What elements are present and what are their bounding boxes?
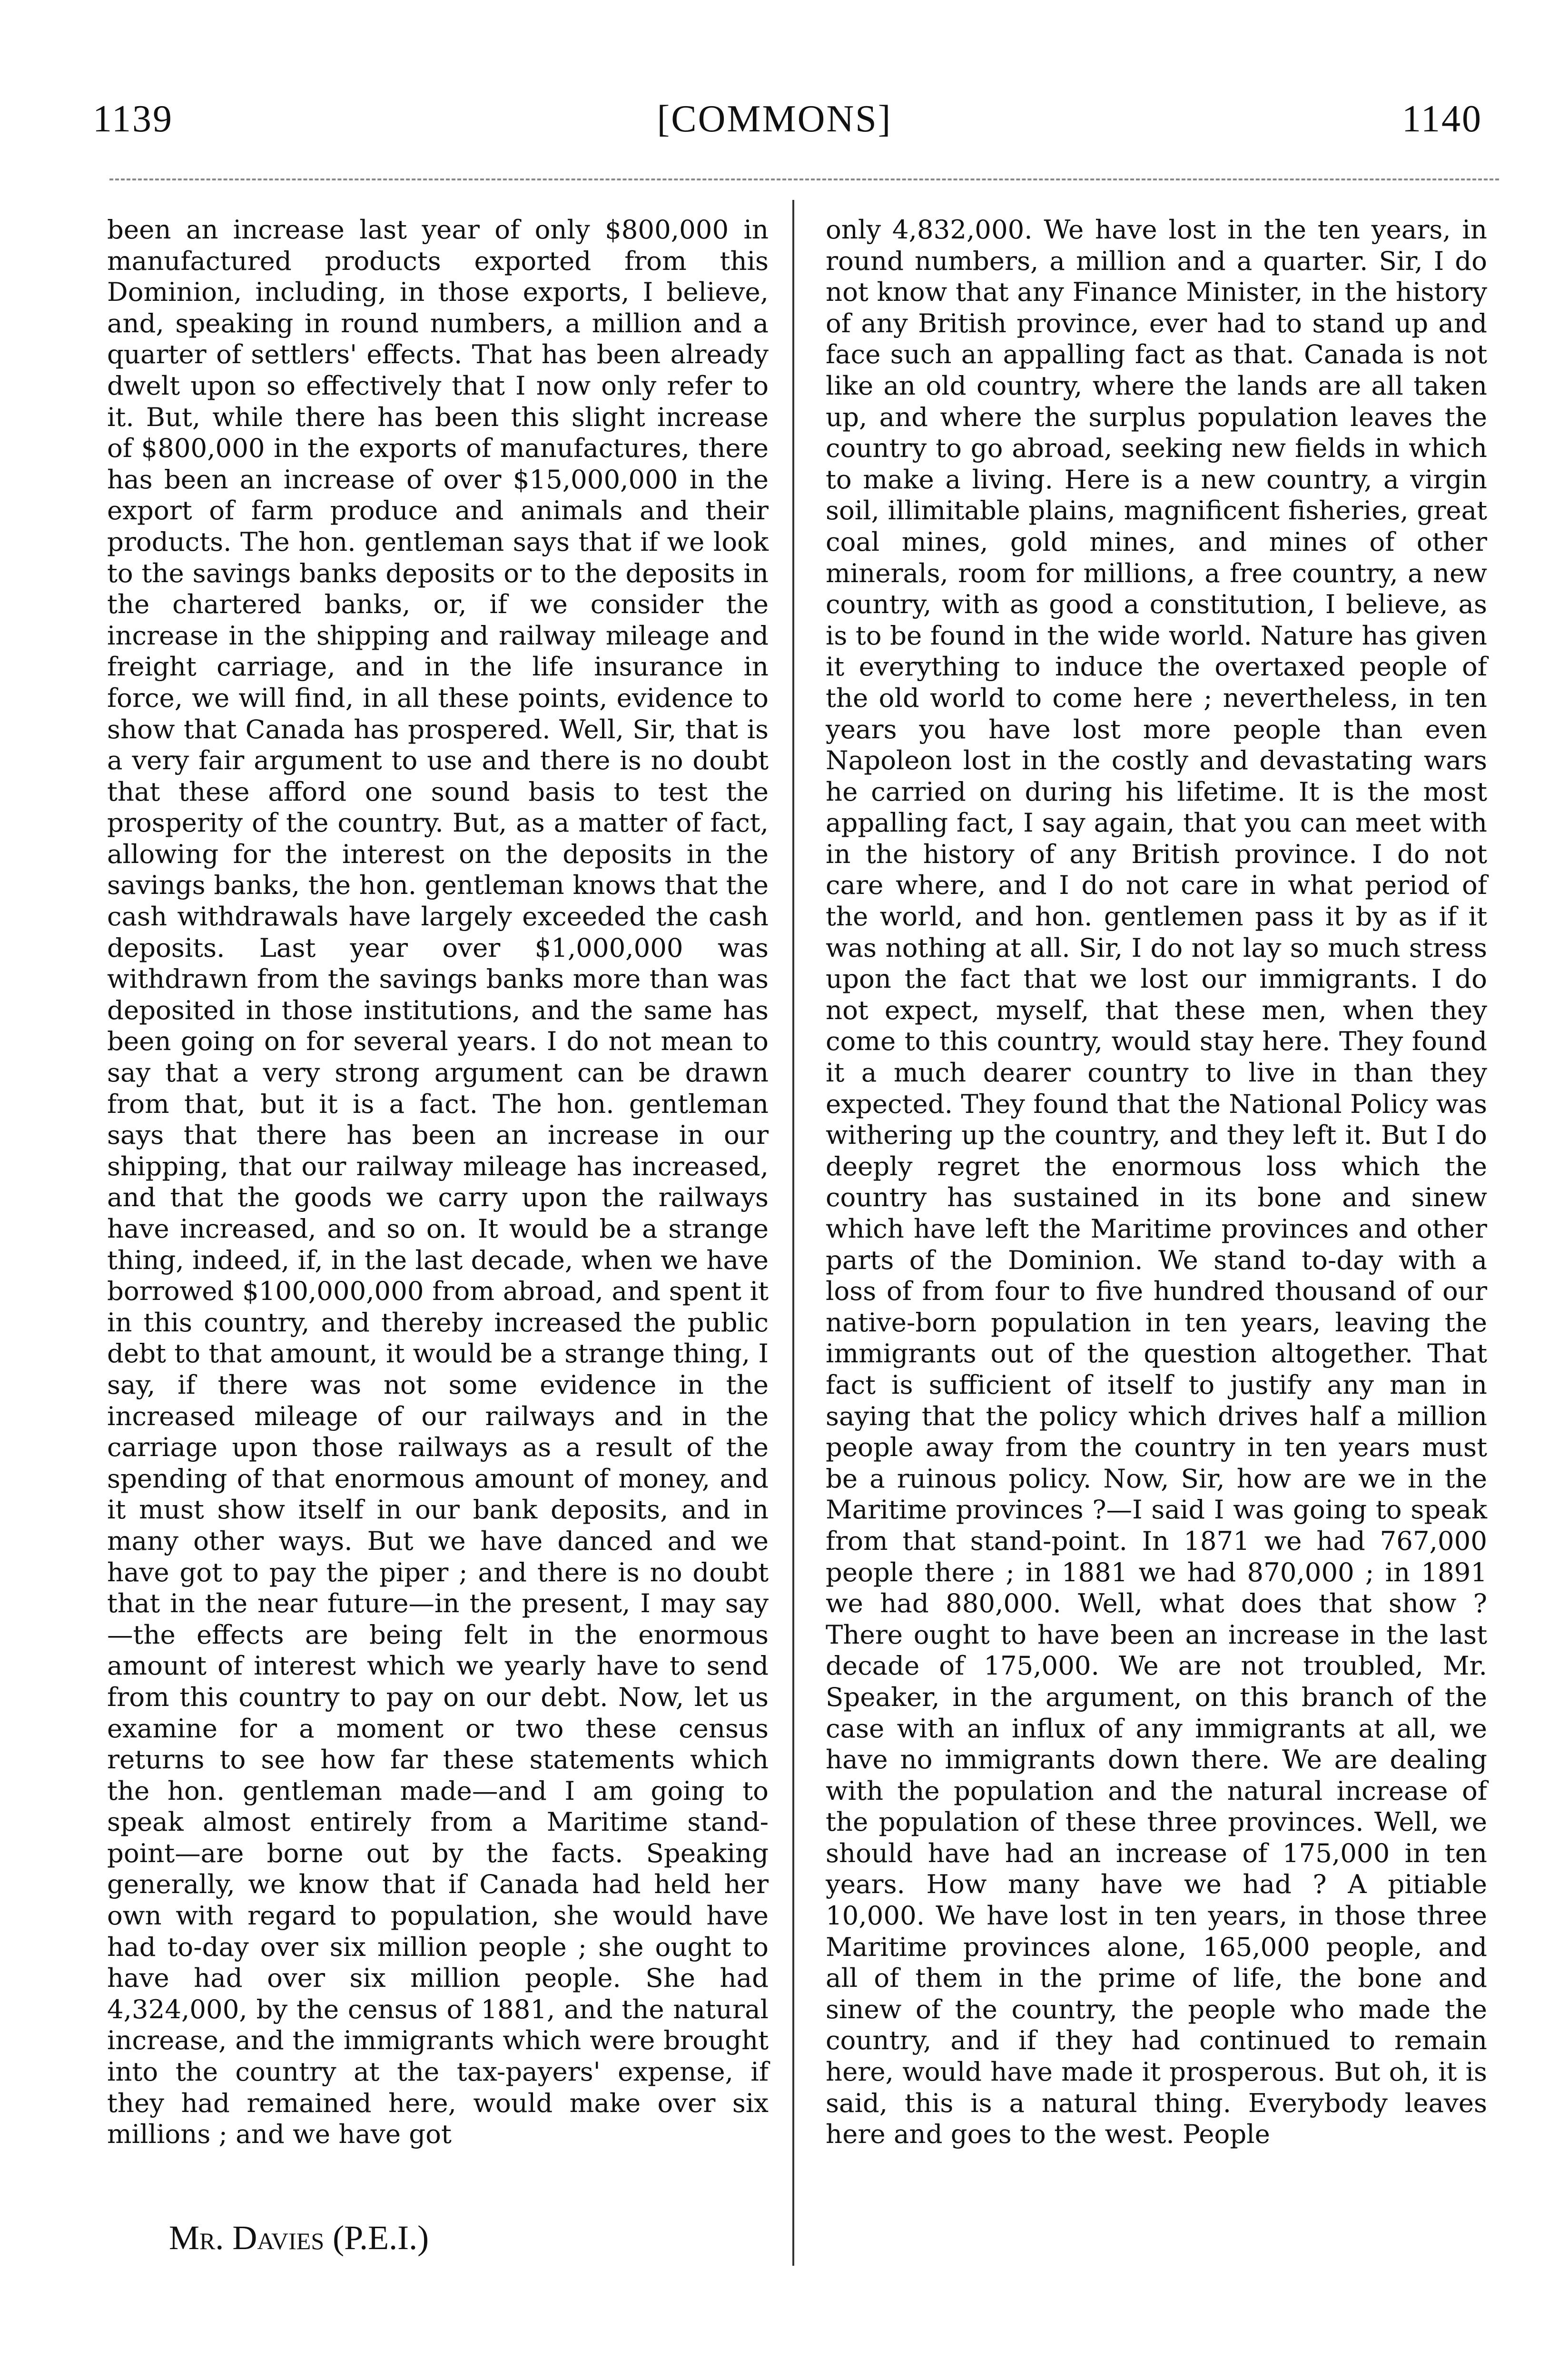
column-divider xyxy=(792,200,794,2266)
left-column xyxy=(107,214,769,2150)
right-column-text: only 4,832,000. We have lost in the ten years, in round numbers, a million and a quarter. Sir, I do not know that any Finance Minister, in the history of any British province, ever had to stand up and face such an appalling fact as that. Canada is not like an old country, where the lands are all taken up, and where the surplus population leaves the country to go abroad, seeking new fields in which to make a living. Here is a new country, a virgin soil, illimitable plains, magnificent fisheries, great coal mines, gold mines, and mines of other minerals, room for millions, a free country, a new country, with as good a constitution, I believe, as is to be found in the wide world. Nature has given it everything to induce the overtaxed people of the old world to come here ; nevertheless, in ten years you have lost more people than even Napoleon lost in the costly and devastating wars he carried on during his lifetime. It is the most appalling fact, I say again, that you can meet with in the history of any British province. I do not care where, and I do not care in what period of the world, and hon. gentlemen pass it by as if it was nothing at all. Sir, I do not lay so much stress upon the fact that we lost our immigrants. I do not expect, myself, that these men, when they come to this country, would stay here. They found it a much dearer country to live in than they expected. They found that the National Policy was withering up the country, and they left it. But I do deeply regret the enormous loss which the country has sustained in its bone and sinew which have left the Maritime provinces and other parts of the Dominion. We stand to-day with a loss of from four to five hundred thousand of our native-born population in ten years, leaving the immigrants out of the question altogether. That fact is sufficient of itself to justify any man in saying that the policy which drives half a million people away from the country in ten years must be a ruinous policy. Now, Sir, how are we in the Maritime provinces ?—I said I was going to speak from that stand-point. In 1871 we had 767,000 people there ; in 1881 we had 870,000 ; in 1891 we had 880,000. Well, what does that show ? There ought to have been an increase in the last decade of 175,000. We are not troubled, Mr. Speaker, in the argument, on this branch of the case with an influx of any immigrants at all, we have no immigrants down there. We are dealing with the population and the natural increase of the population of these three provinces. Well, we should have had an increase of 175,000 in ten years. How many have we had ? A pitiable 10,000. We have lost in ten years, in those three Maritime provinces alone, 165,000 people, and all of them in the prime of life, the bone and sinew of the country, the people who made the country, and if they had continued to remain here, would have made it prosperous. But oh, it is said, this is a natural thing. Everybody leaves here and goes to the west. People xyxy=(826,214,1487,2150)
left-column-text: been an increase last year of only $800,000 in manufactured products exported from this Dominion, including, in those exports, I believe, and, speaking in round numbers, a million and a quarter of settlers' effects. That has been already dwelt upon so effectively that I now only refer to it. But, while there has been this slight increase of $800,000 in the exports of manufactures, there has been an increase of over $15,000,000 in the export of farm produce and animals and their products. The hon. gentleman says that if we look to the savings banks deposits or to the deposits in the chartered banks, or, if we consider the increase in the shipping and railway mileage and freight carriage, and in the life insurance in force, we will find, in all these points, evidence to show that Canada has prospered. Well, Sir, that is a very fair argument to use and there is no doubt that these afford one sound basis to test the prosperity of the country. But, as a matter of fact, allowing for the interest on the deposits in the savings banks, the hon. gentleman knows that the cash withdrawals have largely exceeded the cash deposits. Last year over $1,000,000 was withdrawn from the savings banks more than was deposited in those institutions, and the same has been going on for several years. I do not mean to say that a very strong argument can be drawn from that, but it is a fact. The hon. gentleman says that there has been an increase in our shipping, that our railway mileage has increased, and that the goods we carry upon the railways have increased, and so on. It would be a strange thing, indeed, if, in the last decade, when we have borrowed $100,000,000 from abroad, and spent it in this country, and thereby increased the public debt to that amount, it would be a strange thing, I say, if there was not some evidence in the increased mileage of our railways and in the carriage upon those railways as a result of the spending of that enormous amount of money, and it must show itself in our bank deposits, and in many other ways. But we have danced and we have got to pay the piper ; and there is no doubt that in the near future—in the present, I may say—the effects are being felt in the enormous amount of interest which we yearly have to send from this country to pay on our debt. Now, let us examine for a moment or two these census returns to see how far these statements which the hon. gentleman made—and I am going to speak almost entirely from a Maritime stand-point—are borne out by the facts. Speaking generally, we know that if Canada had held her own with regard to population, she would have had to-day over six million people ; she ought to have had over six million people. She had 4,324,000, by the census of 1881, and the natural increase, and the immigrants which were brought into the country at the tax-payers' expense, if they had remained here, would make over six millions ; and we have got xyxy=(107,214,769,2150)
header-rule xyxy=(109,178,1499,180)
page-header xyxy=(0,76,1549,171)
page-number-left: 1139 xyxy=(93,98,174,140)
running-title: [COMMONS] xyxy=(657,98,892,140)
page-number-right: 1140 xyxy=(1401,98,1482,140)
speaker-footer: Mr. Davies (P.E.I.) xyxy=(169,2219,429,2257)
right-column xyxy=(826,214,1487,2150)
